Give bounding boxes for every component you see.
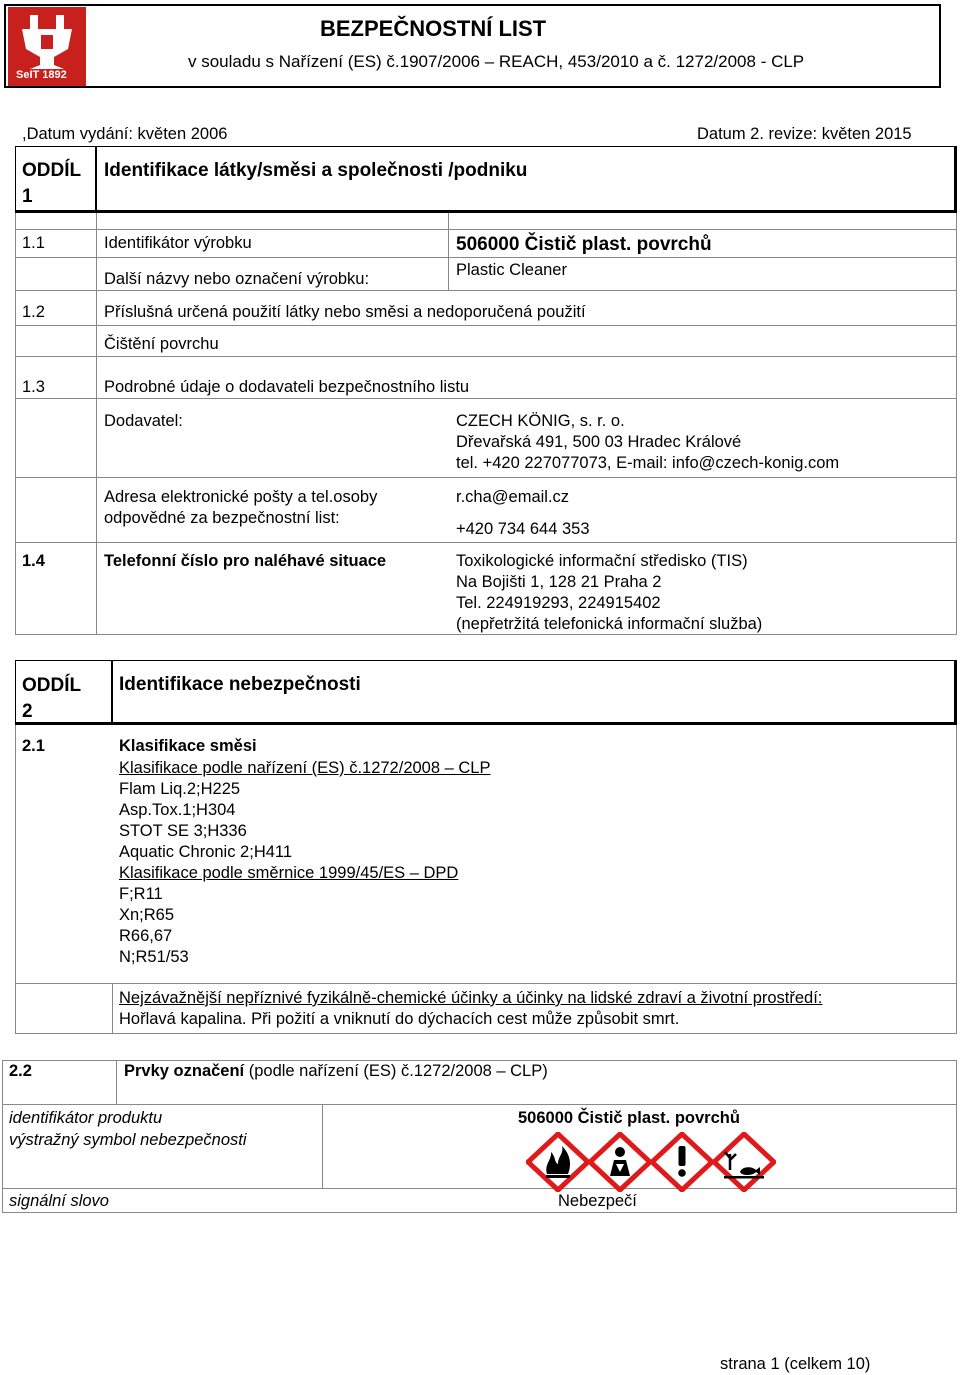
- email-label: Adresa elektronické pošty a tel.osoby odpovědné za bezpečnostní list:: [104, 488, 378, 527]
- document-title: BEZPEČNOSTNÍ LIST: [320, 16, 547, 41]
- other-names-label: Další názvy nebo označení výrobku:: [104, 270, 370, 288]
- section2-label: ODDÍL 2: [22, 675, 82, 722]
- exclamation-icon: [650, 1132, 714, 1192]
- s13-number: 1.3: [22, 378, 45, 396]
- environment-icon: [712, 1132, 776, 1192]
- s12-number: 1.2: [22, 303, 45, 321]
- s21-label: Klasifikace směsi: [119, 737, 257, 755]
- classification-list: [119, 758, 490, 968]
- email-value: r.cha@email.cz: [456, 488, 570, 506]
- s14-number: 1.4: [22, 552, 45, 570]
- clp-item: Aquatic Chronic 2;H411: [119, 843, 293, 861]
- s14-label: Telefonní číslo pro naléhavé situace: [104, 552, 387, 570]
- signal-word-value: Nebezpečí: [558, 1192, 637, 1210]
- clp-item: STOT SE 3;H336: [119, 822, 247, 840]
- s12-label: Příslušná určená použití látky nebo směsi a nedoporučená použití: [104, 303, 586, 321]
- product-id-label: identifikátor produktu: [9, 1109, 163, 1127]
- s21-number: 2.1: [22, 737, 45, 755]
- dpd-item: R66,67: [119, 927, 173, 945]
- signal-word-label: signální slovo: [9, 1192, 109, 1210]
- effects-text: Hořlavá kapalina. Při požití a vniknutí do dýchacích cest může způsobit smrt.: [119, 1010, 680, 1028]
- section1-label: ODDÍL 1: [22, 160, 82, 207]
- s11-number: 1.1: [22, 234, 45, 252]
- document-subtitle: v souladu s Nařízení (ES) č.1907/2006 – REACH, 453/2010 a č. 1272/2008 - CLP: [188, 52, 805, 71]
- emergency-info: Toxikologické informační středisko (TIS) Na Bojišti 1, 128 21 Praha 2 Tel. 224919293, 224915402 (nepřetržitá telefonická informační služba): [456, 552, 763, 633]
- symbol-label: výstražný symbol nebezpečnosti: [9, 1131, 247, 1149]
- dpd-item: N;R51/53: [119, 948, 189, 966]
- page-number: strana 1 (celkem 10): [720, 1355, 871, 1373]
- company-logo: [8, 7, 86, 86]
- dpd-item: F;R11: [119, 885, 163, 903]
- s12-value: Čištění povrchu: [104, 335, 219, 353]
- effects-heading: Nejzávažnější nepříznivé fyzikálně-chemické účinky a účinky na lidské zdraví a životní prostředí:: [119, 989, 823, 1007]
- effects-block: [119, 988, 822, 1030]
- other-names-value: Plastic Cleaner: [456, 261, 567, 279]
- clp-heading: Klasifikace podle nařízení (ES) č.1272/2008 – CLP: [119, 759, 491, 777]
- section1-title: Identifikace látky/směsi a společnosti /podniku: [104, 160, 528, 181]
- s11-label: Identifikátor výrobku: [104, 234, 252, 252]
- dpd-item: Xn;R65: [119, 906, 175, 924]
- product-identifier: 506000 Čistič plast. povrchů: [456, 234, 712, 255]
- phone-value: +420 734 644 353: [456, 520, 590, 538]
- revision-date: Datum 2. revize: květen 2015: [697, 125, 912, 143]
- clp-item: Flam Liq.2;H225: [119, 780, 241, 798]
- flame-icon: [526, 1132, 590, 1192]
- s22-number: 2.2: [9, 1062, 32, 1080]
- section2-title: Identifikace nebezpečnosti: [119, 674, 361, 695]
- product-id-value: 506000 Čistič plast. povrchů: [518, 1109, 740, 1127]
- logo-text: SeIT 1892: [16, 69, 67, 81]
- s22-label: Prvky označení (podle nařízení (ES) č.1272/2008 – CLP): [124, 1062, 548, 1080]
- supplier-info: CZECH KÖNIG, s. r. o. Dřevařská 491, 500 03 Hradec Králové tel. +420 227077073, E-mail: info@czech-konig.com: [456, 412, 840, 472]
- health-hazard-icon: [588, 1132, 652, 1192]
- s13-label: Podrobné údaje o dodavateli bezpečnostního listu: [104, 378, 470, 396]
- clp-item: Asp.Tox.1;H304: [119, 801, 236, 819]
- issue-date: ,Datum vydání: květen 2006: [22, 125, 228, 143]
- supplier-label: Dodavatel:: [104, 412, 183, 430]
- dpd-heading: Klasifikace podle směrnice 1999/45/ES – DPD: [119, 864, 459, 882]
